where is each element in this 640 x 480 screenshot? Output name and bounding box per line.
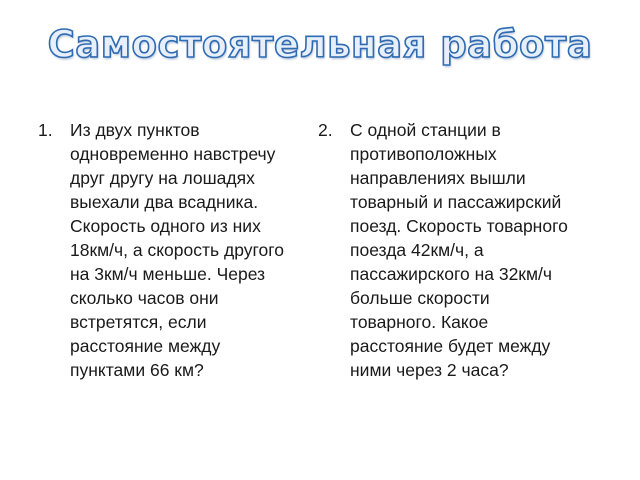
problem-1-line: пунктами 66 км? <box>70 360 204 380</box>
problem-1-line: 18км/ч, а скорость другого <box>70 240 284 260</box>
problem-1-line: выехали два всадника. <box>70 192 259 212</box>
problem-2-line: поезд. Скорость товарного <box>350 216 568 236</box>
problem-2-line: товарного. Какое <box>350 312 489 332</box>
problem-1-line: расстояние между <box>70 336 221 356</box>
problem-1 <box>38 118 328 382</box>
problem-2-line: ними через 2 часа? <box>350 360 509 380</box>
slide-title: Самостоятельная работа <box>47 23 593 66</box>
problem-1-text <box>70 118 328 382</box>
problem-1-number: 1. <box>38 120 53 140</box>
problem-2-number: 2. <box>318 120 333 140</box>
problem-1-line: Из двух пунктов <box>70 120 200 140</box>
problem-2-line: противоположных <box>350 144 497 164</box>
problem-2-line: С одной станции в <box>350 120 501 140</box>
problem-1-line: сколько часов они <box>70 288 219 308</box>
problem-2-line: товарный и пассажирский <box>350 192 562 212</box>
problem-1-line: встретятся, если <box>70 312 207 332</box>
problem-2 <box>318 118 618 382</box>
problem-2-line: поезда 42км/ч, а <box>350 240 484 260</box>
problem-2-line: направлениях вышли <box>350 168 526 188</box>
problem-2-line: расстояние будет между <box>350 336 551 356</box>
problem-2-text <box>350 118 618 382</box>
problem-1-line: одновременно навстречу <box>70 144 276 164</box>
problem-1-line: друг другу на лошадях <box>70 168 255 188</box>
problem-1-line: на 3км/ч меньше. Через <box>70 264 266 284</box>
problem-1-line: Скорость одного из них <box>70 216 261 236</box>
problem-2-line: пассажирского на 32км/ч <box>350 264 552 284</box>
problem-2-line: больше скорости <box>350 288 490 308</box>
